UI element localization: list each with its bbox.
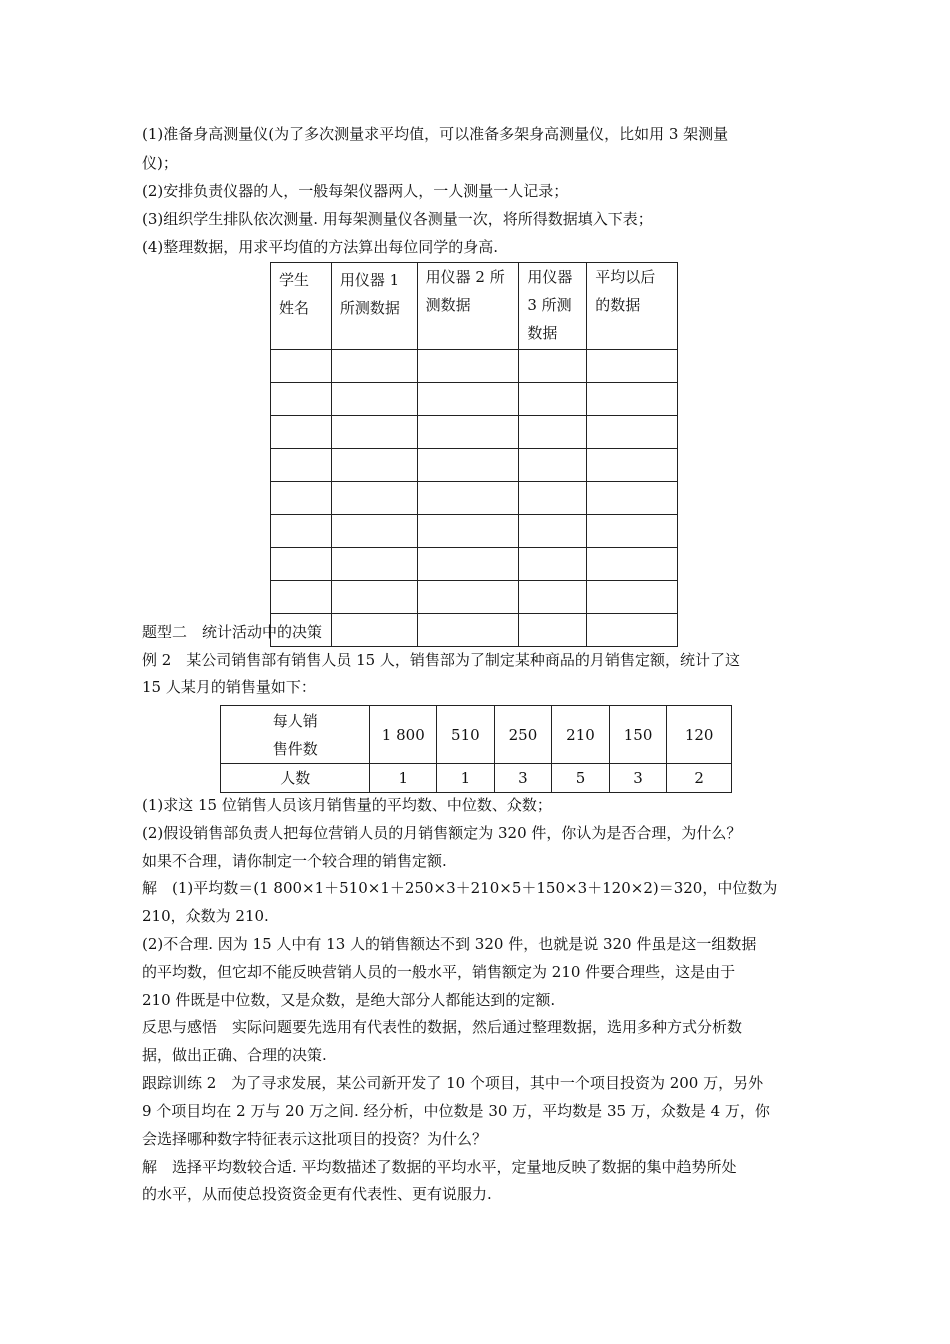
table-row [271,548,678,581]
question-2-b: 如果不合理，请你制定一个较合理的销售定额. [142,852,447,870]
step-2: (2)安排负责仪器的人，一般每架仪器两人，一人测量一人记录； [142,182,569,200]
count-cell: 3 [494,764,552,793]
step-3: (3)组织学生排队依次测量. 用每架测量仪各测量一次，将所得数据填入下表； [142,210,653,228]
table-row [271,350,678,383]
step-4: (4)整理数据，用求平均值的方法算出每位同学的身高. [142,238,499,256]
header-instrument-2: 用仪器 2 所 测数据 [417,263,519,350]
count-cell: 1 [437,764,495,793]
step-1-line-a: (1)准备身高测量仪(为了多次测量求平均值，可以准备多架身高测量仪，比如用 3 架测量 [142,125,729,143]
sales-row [221,706,732,764]
sales-cell: 510 [437,706,495,764]
sales-cell: 150 [609,706,667,764]
solution-1-b: 210，众数为 210. [142,907,269,925]
solution-2-b: 的平均数，但它却不能反映营销人员的一般水平，销售额定为 210 件要合理些，这是由于 [142,963,736,981]
question-1: (1)求这 15 位销售人员该月销售量的平均数、中位数、众数； [142,796,552,814]
practice-b: 9 个项目均在 2 万与 20 万之间. 经分析，中位数是 30 万，平均数是 35 万，众数是 4 万，你 [142,1102,770,1120]
count-row [221,764,732,793]
count-label: 人数 [221,764,370,793]
table-row [271,449,678,482]
solution-1-a: 解 (1)平均数＝(1 800×1＋510×1＋250×3＋210×5＋150×3＋120×2)＝320，中位数为 [142,879,778,897]
practice-c: 会选择哪种数字特征表示这批项目的投资？为什么？ [142,1130,488,1148]
sales-table [220,705,732,793]
practice-solution-a: 解 选择平均数较合适. 平均数描述了数据的平均水平，定量地反映了数据的集中趋势所处 [142,1158,737,1176]
count-cell: 2 [667,764,732,793]
reflection-a: 反思与感悟 实际问题要先选用有代表性的数据，然后通过整理数据，选用多种方式分析数 [142,1018,743,1036]
table-row [271,614,678,647]
header-instrument-3: 用仪器 3 所测 数据 [519,263,587,350]
reflection-b: 据，做出正确、合理的决策. [142,1046,327,1064]
table-row [271,515,678,548]
height-measurement-table [270,262,678,647]
table-row [271,416,678,449]
example-line-a: 例 2 某公司销售部有销售人员 15 人，销售部为了制定某种商品的月销售定额，统计了这 [142,651,740,669]
table-row [271,482,678,515]
header-student-name: 学生 姓名 [271,263,332,350]
step-1-line-b: 仪)； [142,154,178,172]
header-average: 平均以后 的数据 [587,263,678,350]
solution-2-c: 210 件既是中位数，又是众数，是绝大部分人都能达到的定额. [142,991,556,1009]
solution-2-a: (2)不合理. 因为 15 人中有 13 人的销售额达不到 320 件，也就是说 320 件虽是这一组数据 [142,935,757,953]
count-cell: 5 [552,764,610,793]
question-2-a: (2)假设销售部负责人把每位营销人员的月销售额定为 320 件，你认为是否合理，为什么？ [142,824,742,842]
table-row [271,581,678,614]
practice-solution-b: 的水平，从而使总投资资金更有代表性、更有说服力. [142,1185,492,1203]
section-title: 题型二 统计活动中的决策 [142,623,323,641]
sales-cell: 250 [494,706,552,764]
table-header-row [271,263,678,350]
sales-cell: 120 [667,706,732,764]
header-instrument-1: 用仪器 1 所测数据 [331,263,417,350]
count-cell: 3 [609,764,667,793]
sales-label: 每人销 售件数 [221,706,370,764]
count-cell: 1 [370,764,437,793]
sales-cell: 1 800 [370,706,437,764]
sales-cell: 210 [552,706,610,764]
example-line-b: 15 人某月的销售量如下： [142,678,316,696]
table-row [271,383,678,416]
practice-a: 跟踪训练 2 为了寻求发展，某公司新开发了 10 个项目，其中一个项目投资为 200 万，另外 [142,1074,764,1092]
